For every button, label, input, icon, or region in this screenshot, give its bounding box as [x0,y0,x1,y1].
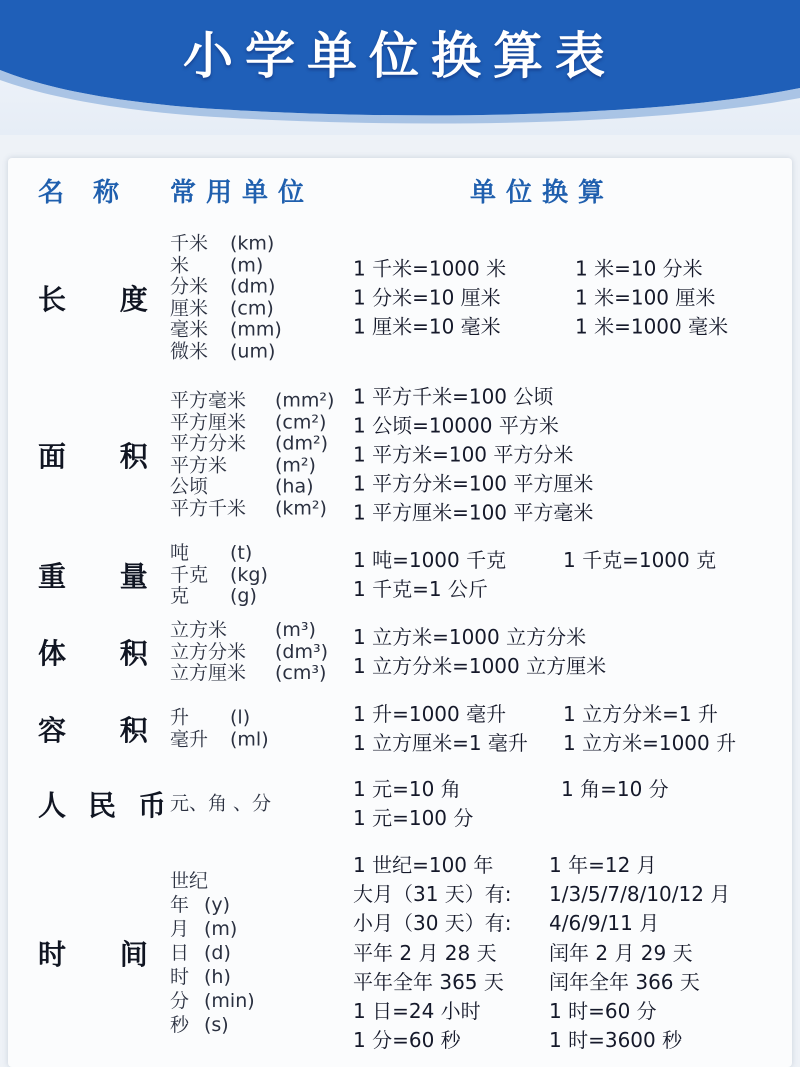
unit-list [170,708,269,751]
conversion-line [353,1026,730,1055]
conversion-line [353,652,606,681]
unit-abbr: (km) [230,232,275,255]
unit-list [170,543,268,608]
unit-item [170,869,255,893]
unit-abbr: (l) [230,706,251,729]
conversion-line [353,997,730,1026]
conversion-line [353,441,593,470]
unit-abbr: (h) [204,966,231,988]
unit-abbr: (dm) [230,275,276,298]
unit-list [170,869,255,1037]
conversion-text: 1 平方分米=100 平方厘米 [353,471,594,496]
unit-item [170,965,255,989]
unit-abbr: (g) [230,584,257,607]
conversion-text: 1 立方米=1000 升 [563,731,737,755]
conversion-line [353,880,730,909]
unit-item [170,989,255,1013]
conversion-text: 1 立方分米=1000 立方厘米 [353,654,607,678]
unit-abbr: (ml) [230,728,269,750]
conversion-list [353,623,606,681]
conversion-list [353,851,730,1055]
conversion-text: 1 世纪=100 年 [353,852,494,877]
conversion-text: 1 公顷=10000 平方米 [353,413,559,438]
unit-name: 毫升 [170,728,209,750]
unit-name: 立方米 [170,618,228,641]
unit-item [170,498,334,520]
unit-name: 平方分米 [170,432,247,455]
section-row [0,698,800,760]
conversion-text: 1/3/5/7/8/10/12 月 [549,882,731,907]
unit-item [170,586,268,608]
unit-item [170,434,334,456]
unit-name: 世纪 [170,870,209,892]
conversion-line [353,700,736,729]
section-row [0,382,800,528]
conversion-text: 1 时=60 分 [549,998,657,1023]
conversion-text: 1 元=10 角 [353,777,461,801]
conversion-text: 1 升=1000 毫升 [353,702,507,726]
unit-item [170,708,269,730]
unit-name: 平方毫米 [170,389,247,412]
unit-item [170,1013,255,1037]
unit-abbr: (cm²) [275,411,327,433]
conversion-text: 1 元=100 分 [353,806,474,830]
unit-abbr: (kg) [230,563,268,586]
unit-name: 厘米 [170,297,209,319]
conversion-text: 1 米=10 分米 [575,256,703,281]
unit-abbr: (s) [204,1014,229,1036]
unit-item [170,234,282,256]
unit-item [170,917,255,941]
unit-item [170,543,268,565]
unit-item [170,729,269,751]
conversion-text: 1 米=100 厘米 [575,285,716,310]
unit-item [170,412,334,434]
conversion-line [353,623,606,652]
conversion-text: 1 年=12 月 [549,852,657,877]
conversion-text: 1 分米=10 厘米 [353,285,501,310]
unit-abbr: (mm²) [275,389,335,412]
unit-name: 克 [170,584,190,607]
unit-abbr: (mm) [230,318,282,341]
unit-item [170,455,334,477]
section-name: 体 积 [38,637,170,670]
unit-abbr: (y) [204,894,231,916]
conversion-line [353,909,730,938]
unit-abbr: (m³) [275,618,316,641]
unit-name: 秒 [170,1014,190,1036]
unit-item [170,663,328,685]
unit-list [170,391,334,520]
conversion-text: 平年 2 月 28 天 [353,940,497,965]
conversion-text: 1 米=1000 毫米 [575,314,729,339]
conversion-text: 1 时=3600 秒 [549,1027,683,1052]
section-name: 时 间 [38,938,170,971]
section-row [0,850,800,1056]
unit-name: 千米 [170,232,209,255]
conversion-text: 1 千克=1000 克 [563,548,717,572]
unit-list [170,793,290,815]
unit-name: 分 [170,990,190,1012]
unit-name: 平方千米 [170,497,247,519]
section-name: 人民币 [38,789,189,822]
unit-item [170,564,268,586]
conversion-line [353,470,593,499]
unit-item [170,620,328,642]
section-name: 长 度 [38,283,170,316]
section-name: 重 量 [38,560,170,593]
conversion-line [353,313,728,342]
conversion-text: 1 分=60 秒 [353,1027,461,1052]
unit-item [170,893,255,917]
unit-list [170,234,282,363]
unit-name: 微米 [170,340,209,362]
conversion-list [353,383,593,528]
unit-abbr: (km²) [275,497,327,519]
unit-abbr: (cm) [230,297,274,319]
section-name: 面 积 [38,440,170,473]
header-name: 名 称 [38,178,130,208]
conversion-list [353,700,736,758]
section-row [0,538,800,612]
conversion-text: 1 角=10 分 [561,777,669,801]
conversion-text: 1 厘米=10 毫米 [353,314,501,339]
unit-item [170,255,282,277]
conversion-line [353,804,669,833]
page-title: 小学单位换算表 [183,27,617,85]
unit-abbr: (d) [204,942,231,964]
unit-item [170,320,282,342]
conversion-line [353,775,669,804]
section-row [0,770,800,838]
conversion-list [353,255,728,342]
conversion-text: 闰年 2 月 29 天 [549,940,693,965]
conversion-text: 1 日=24 小时 [353,998,481,1023]
unit-abbr: (m) [204,918,238,940]
unit-item [170,641,328,663]
conversion-text: 闰年全年 366 天 [549,969,700,994]
unit-abbr: (m) [230,254,264,276]
unit-name: 升 [170,706,190,729]
unit-abbr: (m²) [275,454,316,476]
conversion-list [353,775,669,833]
conversion-text: 小月（30 天）有: [353,911,512,936]
unit-name: 米 [170,254,190,276]
conversion-line [353,729,736,758]
header-conversions: 单位换算 [470,178,615,208]
conversion-line [353,383,593,412]
unit-item [170,477,334,499]
conversion-text: 1 立方厘米=1 毫升 [353,731,528,755]
unit-name: 时 [170,966,190,988]
conversion-text: 1 千克=1 公斤 [353,577,488,601]
conversion-line [353,851,730,880]
conversion-text: 1 吨=1000 千克 [353,548,507,572]
conversion-text: 1 平方厘米=100 平方毫米 [353,500,594,525]
conversion-text: 1 千米=1000 米 [353,256,507,281]
conversion-text: 1 平方米=100 平方分米 [353,442,574,467]
unit-name: 平方米 [170,454,228,476]
unit-abbr: (t) [230,541,253,564]
unit-item [170,941,255,965]
conversion-line [353,546,716,575]
conversion-text: 平年全年 365 天 [353,969,504,994]
section-row [0,228,800,368]
unit-name: 立方厘米 [170,661,247,684]
unit-item [170,391,334,413]
unit-name: 公顷 [170,475,209,498]
unit-name: 平方厘米 [170,411,247,433]
conversion-text: 1 立方米=1000 立方分米 [353,625,587,649]
conversion-text: 4/6/9/11 月 [549,911,660,936]
unit-name: 立方分米 [170,640,247,663]
unit-abbr: (ha) [275,475,314,498]
unit-abbr: (min) [204,990,255,1012]
conversion-text: 大月（31 天）有: [353,882,512,907]
unit-item [170,298,282,320]
conversion-line [353,255,728,284]
unit-list [170,620,328,685]
conversion-list [353,546,716,604]
unit-item [170,277,282,299]
unit-name: 年 [170,894,190,916]
conversion-line [353,938,730,967]
unit-name: 月 [170,918,190,940]
unit-abbr: (dm²) [275,432,329,455]
unit-abbr: (dm³) [275,640,329,663]
unit-name: 日 [170,942,190,964]
title-banner [0,0,800,135]
unit-name: 千克 [170,563,209,586]
unit-name: 元、角 、分 [170,792,272,815]
section-row [0,616,800,688]
unit-item [170,793,290,815]
conversion-text: 1 立方分米=1 升 [563,702,718,726]
conversion-line [353,575,716,604]
unit-name: 毫米 [170,318,209,341]
unit-name: 吨 [170,541,190,564]
unit-abbr: (um) [230,340,276,362]
unit-item [170,341,282,363]
section-name: 容 积 [38,714,170,747]
conversion-line [353,412,593,441]
conversion-line [353,499,593,528]
unit-abbr: (cm³) [275,661,327,684]
conversion-line [353,968,730,997]
conversion-text: 1 平方千米=100 公顷 [353,384,554,409]
unit-name: 分米 [170,275,209,298]
header-units: 常用单位 [170,178,315,208]
conversion-line [353,284,728,313]
